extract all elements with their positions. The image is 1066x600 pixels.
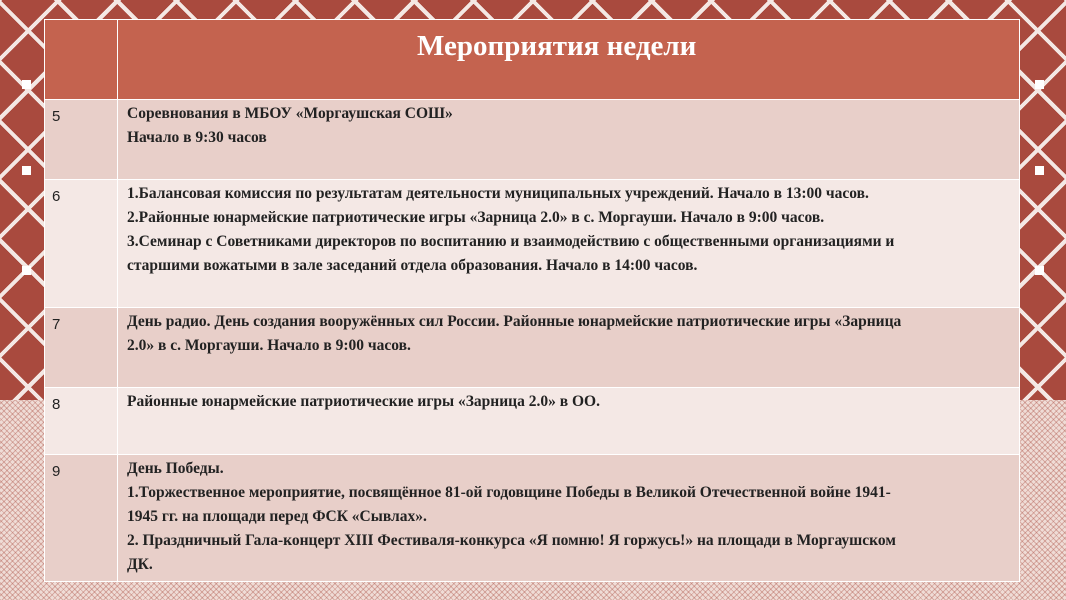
day-number: 5 [45, 100, 118, 180]
event-line: 2.0» в с. Моргауши. Начало в 9:00 часов. [127, 337, 411, 354]
event-description [118, 388, 1020, 455]
event-line: 1.Балансовая комиссия по результатам деятельности муниципальных учреждений. Начало в 13:00 часов. [127, 185, 869, 202]
decor-dot [22, 166, 31, 175]
event-line: 1.Торжественное мероприятие, посвящённое 81-ой годовщине Победы в Великой Отечественной войне 1941- [127, 484, 891, 501]
event-line: 1945 гг. на площади перед ФСК «Сывлах». [127, 508, 427, 525]
event-line: 2. Праздничный Гала-концерт XIII Фестиваля-конкурса «Я помню! Я горжусь!» на площади в Моргаушском [127, 532, 896, 549]
table-row [45, 100, 1020, 180]
table-header-row [45, 20, 1020, 100]
event-line: 2.Районные юнармейские патриотические игры «Зарница 2.0» в с. Моргауши. Начало в 9:00 часов. [127, 209, 825, 226]
table-row [45, 455, 1020, 582]
event-description [118, 180, 1020, 308]
day-number: 6 [45, 180, 118, 308]
header-empty-cell [45, 20, 118, 100]
event-line: День радио. День создания вооружённых сил России. Районные юнармейские патриотические игры «Зарница [127, 313, 902, 330]
event-description [118, 455, 1020, 582]
event-line: Соревнования в МБОУ «Моргаушская СОШ» [127, 105, 453, 122]
event-line: Районные юнармейские патриотические игры «Зарница 2.0» в ОО. [127, 393, 600, 410]
slide-title: Мероприятия недели [118, 20, 1020, 100]
event-description [118, 100, 1020, 180]
decor-dot [1035, 266, 1044, 275]
event-line: День Победы. [127, 460, 224, 477]
day-number: 7 [45, 308, 118, 388]
event-line: старшими вожатыми в зале заседаний отдела образования. Начало в 14:00 часов. [127, 257, 698, 274]
decor-dot [1035, 166, 1044, 175]
day-number: 8 [45, 388, 118, 455]
decor-dot [22, 80, 31, 89]
decor-dot [22, 266, 31, 275]
day-number: 9 [45, 455, 118, 582]
event-description [118, 308, 1020, 388]
event-line: 3.Семинар с Советниками директоров по воспитанию и взаимодействию с общественными организациями и [127, 233, 895, 250]
events-table [44, 19, 1020, 582]
table-row [45, 308, 1020, 388]
event-line: ДК. [127, 556, 153, 573]
table-row [45, 388, 1020, 455]
table-row [45, 180, 1020, 308]
event-line: Начало в 9:30 часов [127, 129, 267, 146]
decor-dot [1035, 80, 1044, 89]
